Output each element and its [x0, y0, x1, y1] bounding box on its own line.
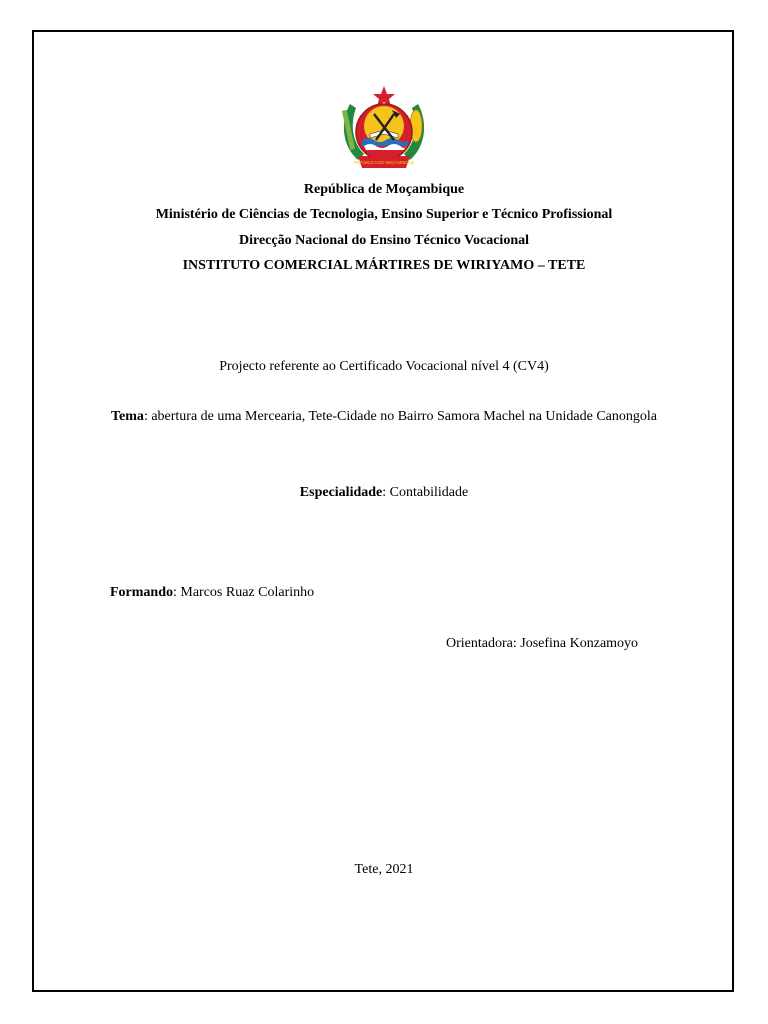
especialidade-value: : Contabilidade — [382, 485, 469, 500]
institute-heading: INSTITUTO COMERCIAL MÁRTIRES DE WIRIYAMO – TETE — [182, 258, 586, 273]
orientadora-line: Orientadora: Josefina Konzamoyo — [446, 636, 639, 651]
formando-line — [110, 584, 314, 602]
tema-label: Tema — [111, 409, 144, 424]
especialidade-line — [0, 484, 768, 502]
directorate-heading: Direcção Nacional do Ensino Técnico Vocacional — [239, 233, 529, 248]
tema-paragraph — [100, 404, 668, 429]
ministry-heading: Ministério de Ciências de Tecnologia, Ensino Superior e Técnico Profissional — [155, 207, 613, 222]
formando-value: : Marcos Ruaz Colarinho — [173, 585, 315, 600]
place-date: Tete, 2021 — [354, 862, 414, 877]
especialidade-label: Especialidade — [299, 485, 383, 500]
emblem-ribbon-text: REPÚBLICA DE MOÇAMBIQUE — [353, 160, 415, 165]
country-heading: República de Moçambique — [303, 182, 465, 197]
mozambique-emblem-icon — [336, 84, 432, 176]
formando-label: Formando — [110, 585, 173, 600]
project-description: Projecto referente ao Certificado Vocacional nível 4 (CV4) — [219, 359, 549, 374]
tema-value: : abertura de uma Mercearia, Tete-Cidade no Bairro Samora Machel na Unidade Canongola — [143, 409, 657, 424]
